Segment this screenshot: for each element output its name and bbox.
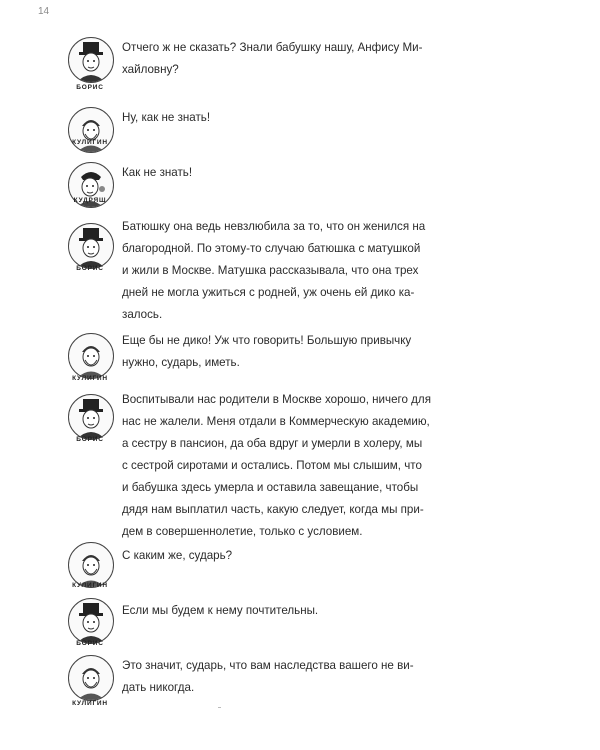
- speech-text: [122, 389, 431, 543]
- speech-text: [122, 107, 422, 129]
- speech-line: Отчего ж не сказать? Знали бабушку нашу, Анфису Ми-: [122, 41, 423, 54]
- speech-line: хайловну?: [122, 63, 179, 76]
- speech-line: Воспитывали нас родители в Москве хорошо, ничего для: [122, 393, 431, 406]
- speech-line: Если мы будем к нему почтительны.: [122, 604, 319, 617]
- kuligin-portrait-icon: [68, 333, 114, 379]
- page-number: 14: [38, 6, 50, 17]
- boris-portrait-icon: [68, 37, 114, 83]
- boris-portrait-icon: [68, 394, 114, 440]
- speech-text: [122, 330, 422, 374]
- speech-text: [122, 545, 422, 567]
- boris-portrait-icon: [68, 598, 114, 644]
- speech-line: нас не жалели. Меня отдали в Коммерческую академию,: [122, 415, 430, 428]
- speaker-name: КУЛИГИН: [72, 700, 108, 707]
- kuligin-portrait-icon: [68, 107, 114, 153]
- speech-text: [122, 216, 426, 326]
- speech-line: нужно, сударь, иметь.: [122, 356, 240, 369]
- speech-line: Ну, как не знать!: [122, 111, 211, 124]
- speaker-name: БОРИС: [76, 436, 104, 443]
- speech-line: а сестру в пансион, да оба вдруг и умерли в холеру, мы: [122, 437, 423, 450]
- speech-line: благородной. По этому-то случаю батюшка с матушкой: [122, 242, 421, 255]
- speech-line: дядя нам выплатил часть, какую следует, когда мы при-: [122, 503, 424, 516]
- speech-line: Это значит, сударь, что вам наследства вашего не ви-: [122, 659, 414, 672]
- speech-line: дать никогда.: [122, 681, 195, 694]
- speech-line: с сестрой сиротами и остались. Потом мы слышим, что: [122, 459, 422, 472]
- speech-text: [122, 37, 422, 81]
- speech-text: [122, 162, 422, 184]
- speaker-name: КУЛИГИН: [72, 375, 108, 382]
- speaker-name: КУЛИГИН: [72, 139, 108, 146]
- speaker-name: БОРИС: [76, 640, 104, 647]
- speech-line: Батюшку она ведь невзлюбила за то, что он женился на: [122, 220, 426, 233]
- divider: [218, 707, 221, 708]
- speech-line: залось.: [122, 308, 163, 321]
- speech-line: дней не могла ужиться с родней, уж очень ей дико ка-: [122, 286, 415, 299]
- speech-line: и жили в Москве. Матушка рассказывала, что она трех: [122, 264, 419, 277]
- speech-line: Еще бы не дико! Уж что говорить! Большую привычку: [122, 334, 412, 347]
- speaker-name: КУЛИГИН: [72, 582, 108, 589]
- speech-line: С каким же, сударь?: [122, 549, 233, 562]
- kuligin-portrait-icon: [68, 655, 114, 701]
- speech-line: дем в совершеннолетие, только с условием.: [122, 525, 363, 538]
- speech-line: и бабушка здесь умерла и оставила завещание, чтобы: [122, 481, 419, 494]
- speech-text: [122, 655, 422, 699]
- boris-portrait-icon: [68, 223, 114, 269]
- speech-line: Как не знать!: [122, 166, 193, 179]
- speaker-name: БОРИС: [76, 265, 104, 272]
- speech-text: [122, 600, 422, 622]
- speaker-name: КУДРЯШ: [73, 197, 107, 204]
- speaker-name: БОРИС: [76, 84, 104, 91]
